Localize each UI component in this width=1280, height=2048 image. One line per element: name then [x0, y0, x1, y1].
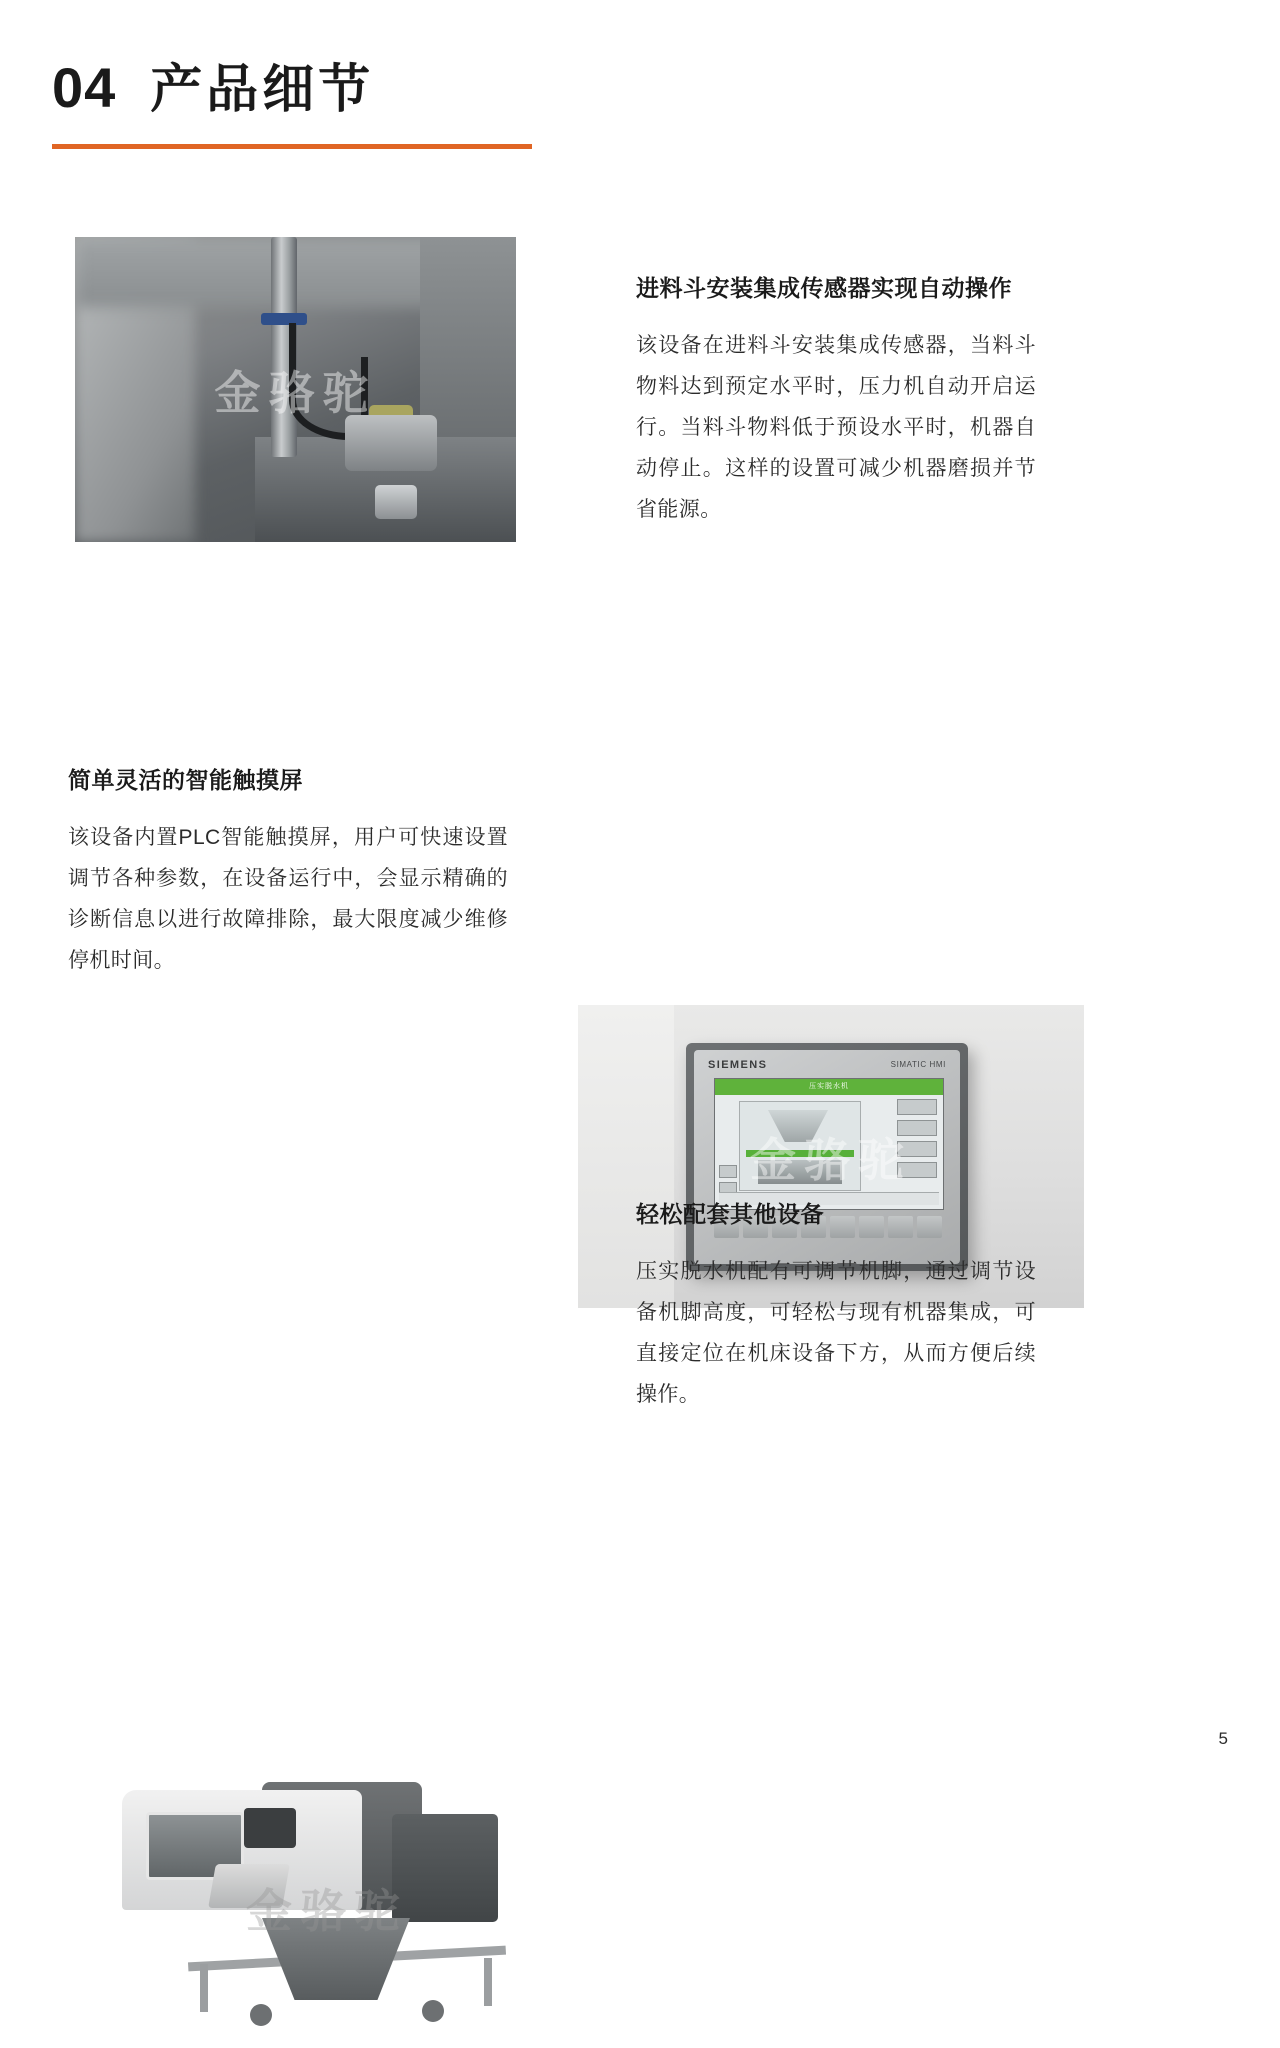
hmi-left-button[interactable]: [719, 1165, 737, 1178]
integration-text-column: [636, 1196, 1036, 1415]
hmi-right-button[interactable]: [897, 1141, 937, 1157]
adjustable-leg: [484, 1958, 492, 2006]
machine-side-cabinet: [392, 1814, 498, 1922]
image-watermark: 金骆驼: [750, 1133, 912, 1186]
section-number: 04: [52, 56, 117, 119]
header-row: [52, 56, 1228, 119]
dewatering-hopper: [262, 1918, 410, 2000]
hmi-right-button-group[interactable]: [897, 1099, 937, 1183]
level-indicator-bar: [746, 1150, 854, 1157]
hmi-right-button[interactable]: [897, 1120, 937, 1136]
touchscreen-heading: 简单灵活的智能触摸屏: [68, 767, 303, 793]
hopper-graphic: [768, 1110, 828, 1142]
press-graphic: [758, 1160, 842, 1184]
integration-body: 压实脱水机配有可调节机脚，通过调节设备机脚高度，可轻松与现有机器集成，可直接定位在机床设备下方，从而方便后续操作。: [636, 1260, 1036, 1406]
sensor-heading: 进料斗安装集成传感器实现自动操作: [636, 275, 1012, 301]
integrated-sensor: [345, 415, 437, 471]
machine-control-panel: [244, 1808, 296, 1848]
caster-wheel: [250, 2004, 272, 2026]
page-header: [52, 56, 1228, 149]
caster-wheel: [422, 2000, 444, 2022]
hmi-process-diagram: [739, 1101, 861, 1191]
hmi-right-button[interactable]: [897, 1162, 937, 1178]
page-title: 产品细节: [150, 61, 375, 119]
hmi-screen[interactable]: [714, 1078, 944, 1210]
hmi-brand-label: SIEMENS: [708, 1059, 768, 1071]
hmi-model-label: SIMATIC HMI: [890, 1060, 946, 1069]
touchscreen-text-column: [68, 762, 508, 981]
adjustable-leg: [200, 1964, 208, 2012]
hmi-screen-title: 压实脱水机: [715, 1079, 943, 1095]
hex-bolt: [375, 485, 417, 519]
machine-console: [208, 1864, 290, 1908]
image-watermark: 金骆驼: [246, 1885, 408, 1937]
integration-heading: 轻松配套其他设备: [636, 1201, 824, 1227]
image-watermark: 金骆驼: [214, 366, 377, 419]
sensor-photo: [75, 237, 516, 542]
sensor-body: 该设备在进料斗安装集成传感器，当料斗物料达到预定水平时，压力机自动开启运行。当料斗物料低于预设水平时，机器自动停止。这样的设置可减少机器磨损并节省能源。: [636, 334, 1036, 521]
header-divider: [52, 144, 532, 149]
touchscreen-body: 该设备内置PLC智能触摸屏，用户可快速设置调节各种参数，在设备运行中，会显示精确的诊断信息以进行故障排除，最大限度减少维修停机时间。: [68, 826, 508, 972]
page-number: 5: [1218, 1729, 1228, 1748]
machine-photo: [92, 1768, 562, 2048]
hmi-right-button[interactable]: [897, 1099, 937, 1115]
sensor-text-column: [636, 270, 1036, 530]
